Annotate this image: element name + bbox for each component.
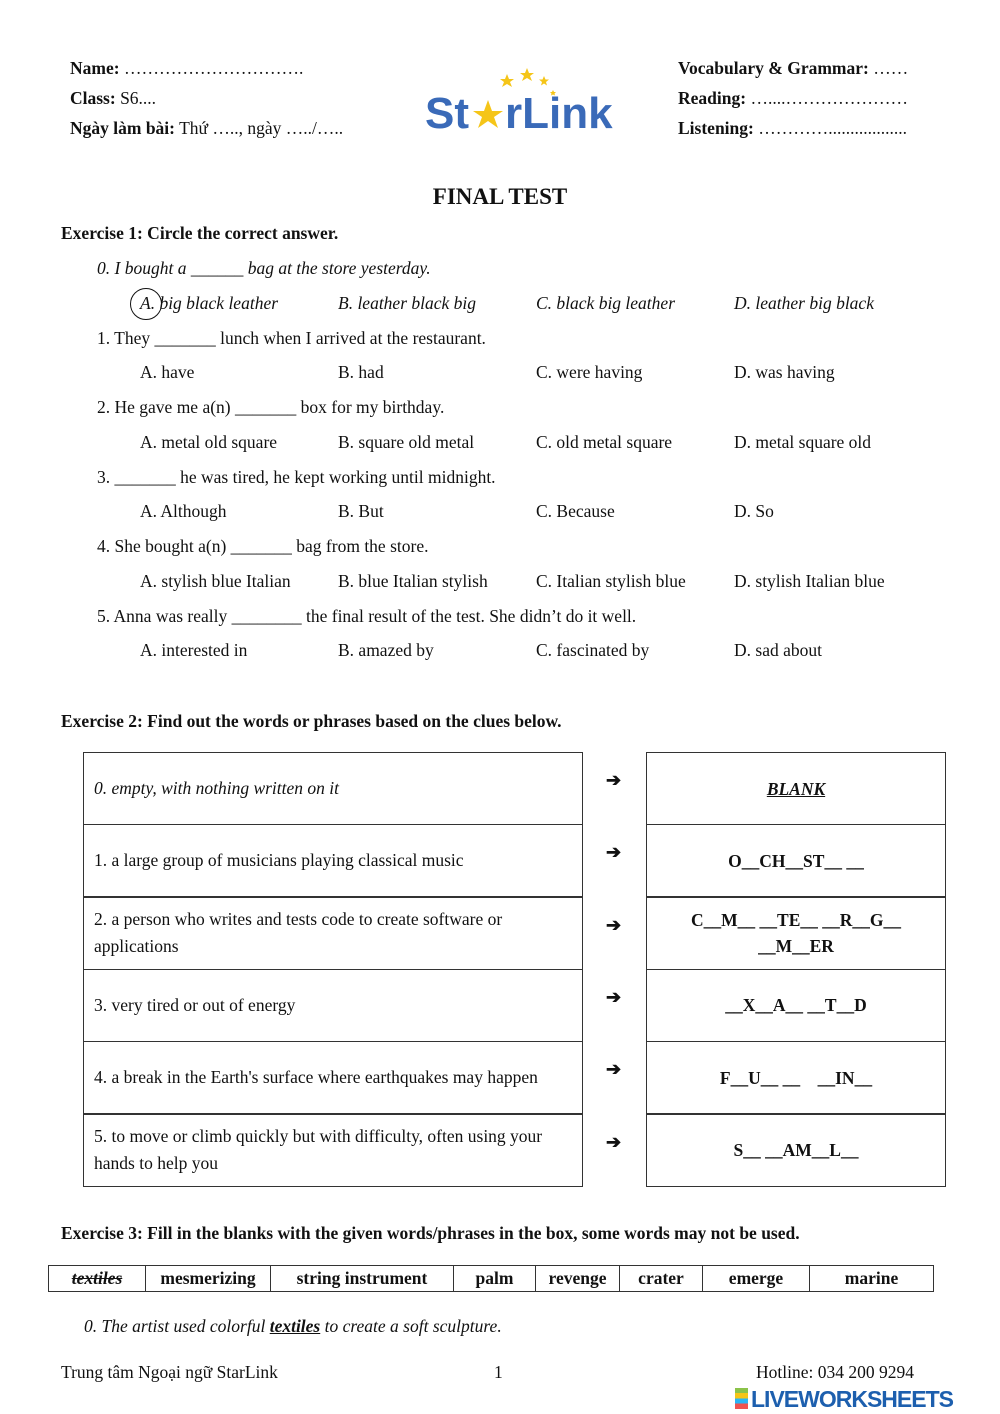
question-1-option-c[interactable]: C. were having: [536, 362, 643, 383]
exercise3-heading: Exercise 3: Fill in the blanks with the given words/phrases in the box, some words may not be used.: [61, 1223, 800, 1243]
word-box-item: revenge: [536, 1266, 620, 1291]
question-0-option-a[interactable]: A. big black leather: [140, 292, 279, 313]
exercise2-heading: Exercise 2: Find out the words or phrases based on the clues below.: [61, 711, 562, 731]
question-4-option-b[interactable]: B. blue Italian stylish: [338, 570, 488, 591]
question-2-option-b[interactable]: B. square old metal: [338, 431, 475, 452]
question-3-option-b[interactable]: B. But: [338, 501, 384, 522]
question-4-option-c[interactable]: C. Italian stylish blue: [536, 570, 686, 591]
arrow-icon: ➔: [606, 842, 622, 863]
clue-cell-0: 0. empty, with nothing written on it: [83, 752, 583, 825]
reading-score: Reading: …....…………………: [678, 88, 908, 108]
answer-cell-5[interactable]: [646, 1114, 946, 1187]
svg-text:St: St: [425, 89, 469, 136]
class-field: Class: S6....: [70, 88, 157, 108]
question-5: 5. Anna was really ________ the final result of the test. She didn’t do it well.: [97, 605, 637, 626]
word-box-item: marine: [844, 1268, 899, 1288]
answer-text: C__M__ __TE__ __R__G__ __M__ER: [691, 910, 906, 957]
arrow-icon: ➔: [606, 770, 622, 790]
vocab-score: Vocabulary & Grammar: ……: [678, 58, 909, 78]
question-2-option-a[interactable]: A. metal old square: [140, 431, 278, 452]
question-4-option-d[interactable]: D. stylish Italian blue: [734, 570, 885, 591]
question-3-option-d[interactable]: D. So: [734, 501, 774, 522]
question-5-option-d[interactable]: D. sad about: [734, 640, 822, 661]
answer-text: O__CH__ST__ __: [728, 850, 864, 871]
question-1-option-d[interactable]: D. was having: [734, 362, 835, 383]
question-0-option-d[interactable]: D. leather big black: [734, 292, 874, 313]
name-field: Name: ………………………….: [70, 58, 304, 78]
answer-text: __X__A__ __T__D: [725, 995, 867, 1016]
question-1-option-a[interactable]: A. have: [140, 362, 195, 383]
listening-score: Listening: …………..................: [678, 118, 907, 138]
page-number: 1: [494, 1362, 503, 1382]
answer-text: F__U__ __ __IN__: [719, 1067, 873, 1088]
arrow-icon: ➔: [606, 1059, 622, 1080]
answer-text: S__ __AM__L__: [733, 1140, 859, 1160]
exercise1-heading: Exercise 1: Circle the correct answer.: [61, 223, 339, 243]
answer-cell-1[interactable]: [646, 824, 946, 897]
word-box-item: palm: [454, 1266, 536, 1291]
clue-cell-1: 1. a large group of musicians playing classical music: [83, 824, 583, 897]
page-title: FINAL TEST: [432, 184, 568, 209]
question-3: 3. _______ he was tired, he kept working until midnight.: [97, 466, 496, 487]
clue-cell-5: 5. to move or climb quickly but with difficulty, often using your hands to help you: [83, 1114, 583, 1187]
question-5-option-c[interactable]: C. fascinated by: [536, 640, 650, 661]
word-box-item: mesmerizing: [146, 1266, 271, 1291]
answer-cell-3[interactable]: [646, 969, 946, 1042]
question-5-option-a[interactable]: A. interested in: [140, 640, 248, 661]
answer-cell-4[interactable]: [646, 1041, 946, 1114]
clue-cell-2: 2. a person who writes and tests code to create software or applications: [83, 897, 583, 970]
liveworksheets-logo-icon: [735, 1388, 748, 1409]
word-box-item: string instrument: [271, 1266, 454, 1291]
clue-cell-4: 4. a break in the Earth's surface where earthquakes may happen: [83, 1041, 583, 1114]
exercise3-example: 0. The artist used colorful textiles to create a soft sculpture.: [84, 1316, 502, 1336]
question-3-option-c[interactable]: C. Because: [536, 501, 615, 522]
answer-text: BLANK: [766, 778, 826, 799]
question-5-option-b[interactable]: B. amazed by: [338, 640, 434, 661]
question-0-option-b[interactable]: B. leather black big: [338, 292, 477, 313]
answer-cell-0[interactable]: [646, 752, 946, 825]
liveworksheets-watermark: LIVEWORKSHEETS: [735, 1387, 953, 1412]
question-2: 2. He gave me a(n) _______ box for my birthday.: [97, 397, 445, 417]
question-0-option-c[interactable]: C. black big leather: [536, 292, 676, 313]
question-2-option-c[interactable]: C. old metal square: [536, 431, 673, 452]
answer-cell-2[interactable]: [646, 897, 946, 970]
word-box-item: emerge: [703, 1266, 810, 1291]
question-3-option-a[interactable]: A. Although: [140, 501, 227, 522]
question-1-option-b[interactable]: B. had: [338, 362, 384, 383]
question-0: 0. I bought a ______ bag at the store yesterday.: [97, 258, 431, 278]
footer-center-name: Trung tâm Ngoại ngữ StarLink: [61, 1362, 278, 1382]
word-box: [48, 1265, 934, 1292]
question-2-option-d[interactable]: D. metal square old: [734, 431, 872, 452]
hotline: Hotline: 034 200 9294: [756, 1362, 914, 1382]
answer-circle: [130, 288, 162, 320]
clue-cell-3: 3. very tired or out of energy: [83, 969, 583, 1042]
word-box-item: textiles: [49, 1266, 146, 1291]
question-4-option-a[interactable]: A. stylish blue Italian: [140, 570, 291, 591]
starlink-logo: [425, 66, 630, 136]
word-box-item: crater: [620, 1266, 703, 1291]
question-1: 1. They _______ lunch when I arrived at the restaurant.: [97, 327, 486, 348]
question-4: 4. She bought a(n) _______ bag from the store.: [97, 536, 429, 556]
arrow-icon: ➔: [606, 1131, 622, 1152]
svg-text:rLink: rLink: [505, 89, 613, 136]
arrow-icon: ➔: [606, 914, 622, 935]
date-field: Ngày làm bài: Thứ ….., ngày …../…..: [70, 118, 344, 138]
arrow-icon: ➔: [606, 986, 622, 1007]
